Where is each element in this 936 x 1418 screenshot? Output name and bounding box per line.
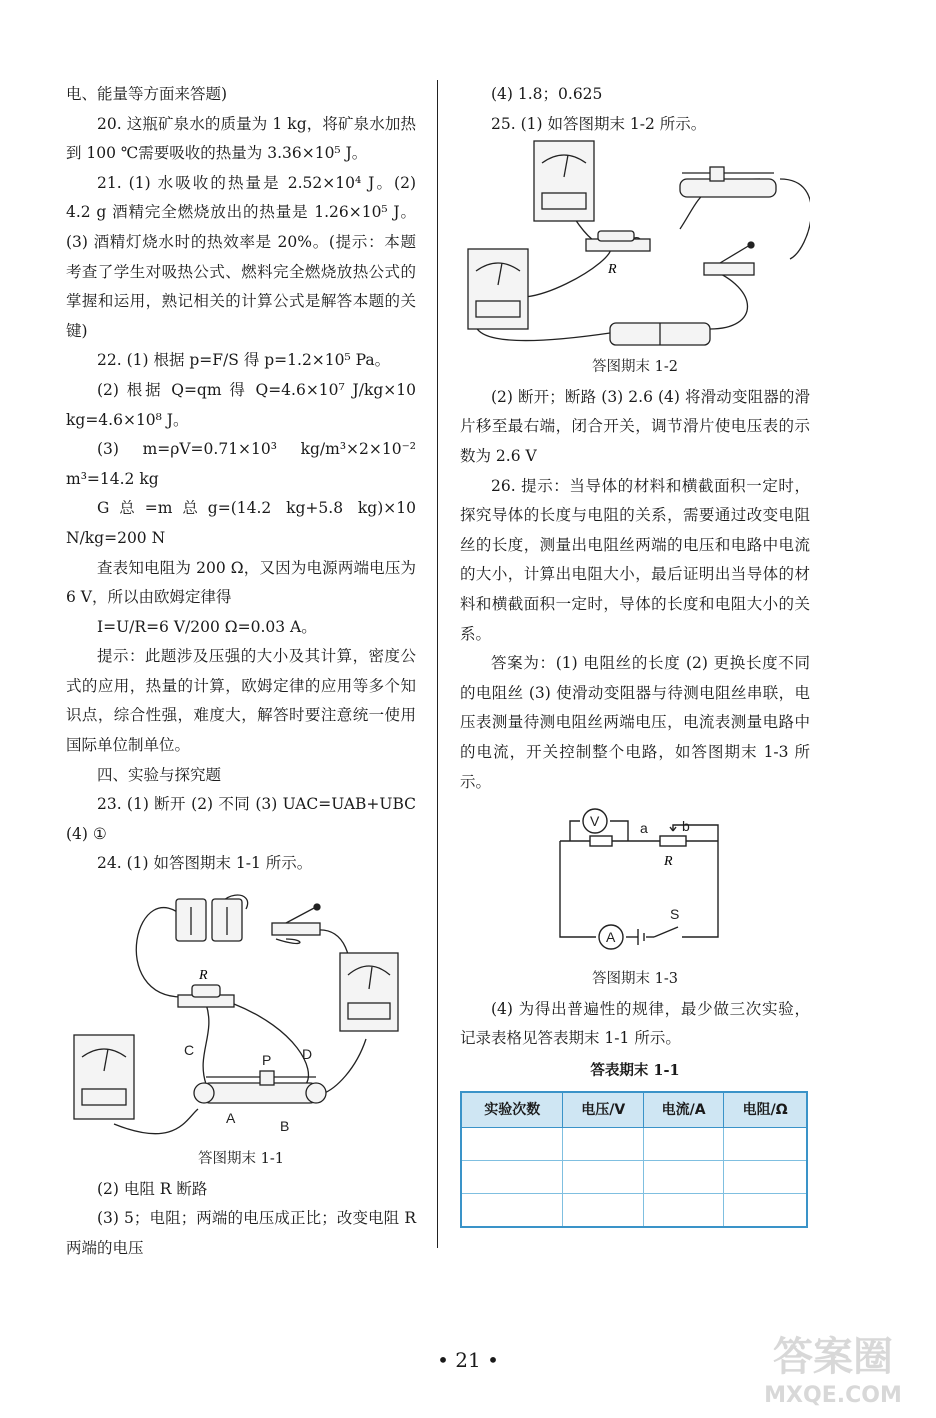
- right-column: [460, 80, 810, 1228]
- switch-icon: [272, 904, 320, 935]
- answer-21: 21. (1) 水吸收的热量是 2.52×10⁴ J。(2) 4.2 g 酒精完全燃烧放出的热量是 1.26×10⁵ J。(3) 酒精灯烧水时的热效率是 20%。(提示：本题考查了学生对吸热公式、燃料完全燃烧放热公式的掌握和运用，熟记相关的计算公式是解答本题的关键): [66, 173, 416, 340]
- switch-icon: [704, 242, 754, 275]
- label-v: V: [590, 813, 600, 830]
- table-cell: [724, 1194, 807, 1228]
- label-a: A: [226, 1110, 236, 1127]
- label-r: R: [608, 262, 617, 278]
- answer-26: 答案为：(1) 电阻丝的长度 (2) 更换长度不同的电阻丝 (3) 使滑动变阻器与待测电阻丝串联，电压表测量待测电阻丝两端电压，电流表测量电路中的电流，开关控制整个电路，如答图期末 1-3 所示。: [460, 654, 810, 791]
- table-cell: [461, 1194, 563, 1228]
- circuit-figure-1: [66, 879, 416, 1145]
- column-divider: [437, 80, 438, 1248]
- table-cell: [643, 1161, 723, 1194]
- table-cell: [461, 1161, 563, 1194]
- voltmeter-icon: [534, 141, 594, 221]
- figure-caption: 答图期末 1-1: [198, 1151, 284, 1168]
- watermark-top: 答案圈: [773, 1334, 893, 1380]
- answer-24-2: (2) 电阻 R 断路: [97, 1179, 208, 1198]
- resistor-icon: [590, 836, 612, 846]
- answer-22-hint: 提示：此题涉及压强的大小及其计算，密度公式的应用，热量的计算，欧姆定律的应用等多个知识点，综合性强，难度大，解答时要注意统一使用国际单位制单位。: [66, 647, 416, 755]
- table-cell: [643, 1194, 723, 1228]
- answer-26-hint: 26. 提示：当导体的材料和横截面积一定时，探究导体的长度与电阻的关系，需要通过改变电阻丝的长度，测量出电阻丝两端的电压和电路中电流的大小，计算出电阻大小，最后证明出当导体的材料和横截面积一定时，导体的长度和电阻大小的关系。: [460, 476, 810, 643]
- rheostat-icon: [660, 836, 686, 846]
- table-cell: [724, 1161, 807, 1194]
- circuit-diagram-3: [460, 797, 810, 965]
- label-node-a: a: [640, 820, 648, 837]
- answer-22-3: (3) m=ρV=0.71×10³ kg/m³×2×10⁻² m³=14.2 kg: [66, 440, 416, 488]
- label-ammeter: A: [606, 929, 616, 946]
- answer-25-1: 25. (1) 如答图期末 1-2 所示。: [491, 114, 707, 133]
- table-row: [461, 1161, 807, 1194]
- answer-22-1: 22. (1) 根据 p=F/S 得 p=1.2×10⁵ Pa。: [97, 351, 391, 370]
- answer-24-4: (4) 1.8；0.625: [491, 85, 603, 103]
- table-header-cell: 电阻/Ω: [724, 1092, 807, 1128]
- table-cell: [563, 1128, 643, 1161]
- rheostat-icon: [680, 167, 776, 197]
- resistor-icon: [178, 985, 234, 1007]
- label-node-b: b: [682, 818, 690, 835]
- circuit-figure-2: [460, 139, 810, 353]
- page-number: • 21 •: [437, 1348, 499, 1372]
- table-header-cell: 实验次数: [461, 1092, 563, 1128]
- figure-caption: 答图期末 1-3: [592, 971, 678, 988]
- table-cell: [563, 1161, 643, 1194]
- answer-table: [460, 1091, 808, 1228]
- table-header-cell: 电流/A: [643, 1092, 723, 1128]
- battery-icon: [176, 899, 242, 941]
- ammeter-icon: [340, 953, 398, 1031]
- answer-20: 20. 这瓶矿泉水的质量为 1 kg，将矿泉水加热到 100 ℃需要吸收的热量为 3.36×10⁵ J。: [66, 114, 416, 163]
- label-r: R: [664, 854, 673, 870]
- answer-22-weight: G总=m总g=(14.2 kg+5.8 kg)×10 N/kg=200 N: [66, 499, 416, 547]
- table-row: [461, 1194, 807, 1228]
- table-cell: [643, 1128, 723, 1161]
- table-title: 答表期末 1-1: [590, 1061, 680, 1079]
- answer-23: 23. (1) 断开 (2) 不同 (3) UAC=UAB+UBC (4) ①: [66, 795, 416, 843]
- answer-22-current: I=U/R=6 V/200 Ω=0.03 A。: [97, 617, 317, 636]
- table-cell: [563, 1194, 643, 1228]
- table-cell: [724, 1128, 807, 1161]
- answer-25-2: (2) 断开；断路 (3) 2.6 (4) 将滑动变阻器的滑片移至最右端，闭合开关，调节滑片使电压表的示数为 2.6 V: [460, 387, 810, 465]
- label-d: D: [302, 1046, 313, 1063]
- answer-26-4: (4) 为得出普遍性的规律，最少做三次实验，记录表格见答表期末 1-1 所示。: [460, 999, 810, 1048]
- figure-caption: 答图期末 1-2: [592, 359, 678, 376]
- table-header-cell: 电压/V: [563, 1092, 643, 1128]
- label-p: P: [262, 1052, 272, 1069]
- table-cell: [461, 1128, 563, 1161]
- left-column: [66, 80, 416, 1263]
- section-heading: 四、实验与探究题: [97, 765, 222, 784]
- label-r: R: [199, 968, 208, 984]
- label-c: C: [184, 1042, 195, 1059]
- answer-22-2: (2) 根据 Q=qm 得 Q=4.6×10⁷ J/kg×10 kg=4.6×10⁸ J。: [66, 380, 416, 429]
- battery-icon: [610, 323, 710, 345]
- rheostat-icon: [194, 1071, 326, 1103]
- voltmeter-icon: [74, 1035, 134, 1119]
- label-s: S: [670, 906, 680, 923]
- table-row: [461, 1128, 807, 1161]
- label-b: B: [280, 1118, 290, 1135]
- answer-22-resistance: 查表知电阻为 200 Ω，又因为电源两端电压为 6 V，所以由欧姆定律得: [66, 558, 416, 607]
- answer-24-1: 24. (1) 如答图期末 1-1 所示。: [97, 854, 313, 873]
- watermark-bottom: MXQE.COM: [764, 1383, 902, 1408]
- resistor-icon: [586, 231, 650, 251]
- ammeter-icon: [468, 249, 528, 329]
- answer-24-3: (3) 5；电阻；两端的电压成正比；改变电阻 R 两端的电压: [66, 1209, 416, 1257]
- table-header-row: [461, 1092, 807, 1128]
- text-line: 电、能量等方面来答题): [66, 85, 228, 103]
- watermark-logo: [748, 1326, 918, 1410]
